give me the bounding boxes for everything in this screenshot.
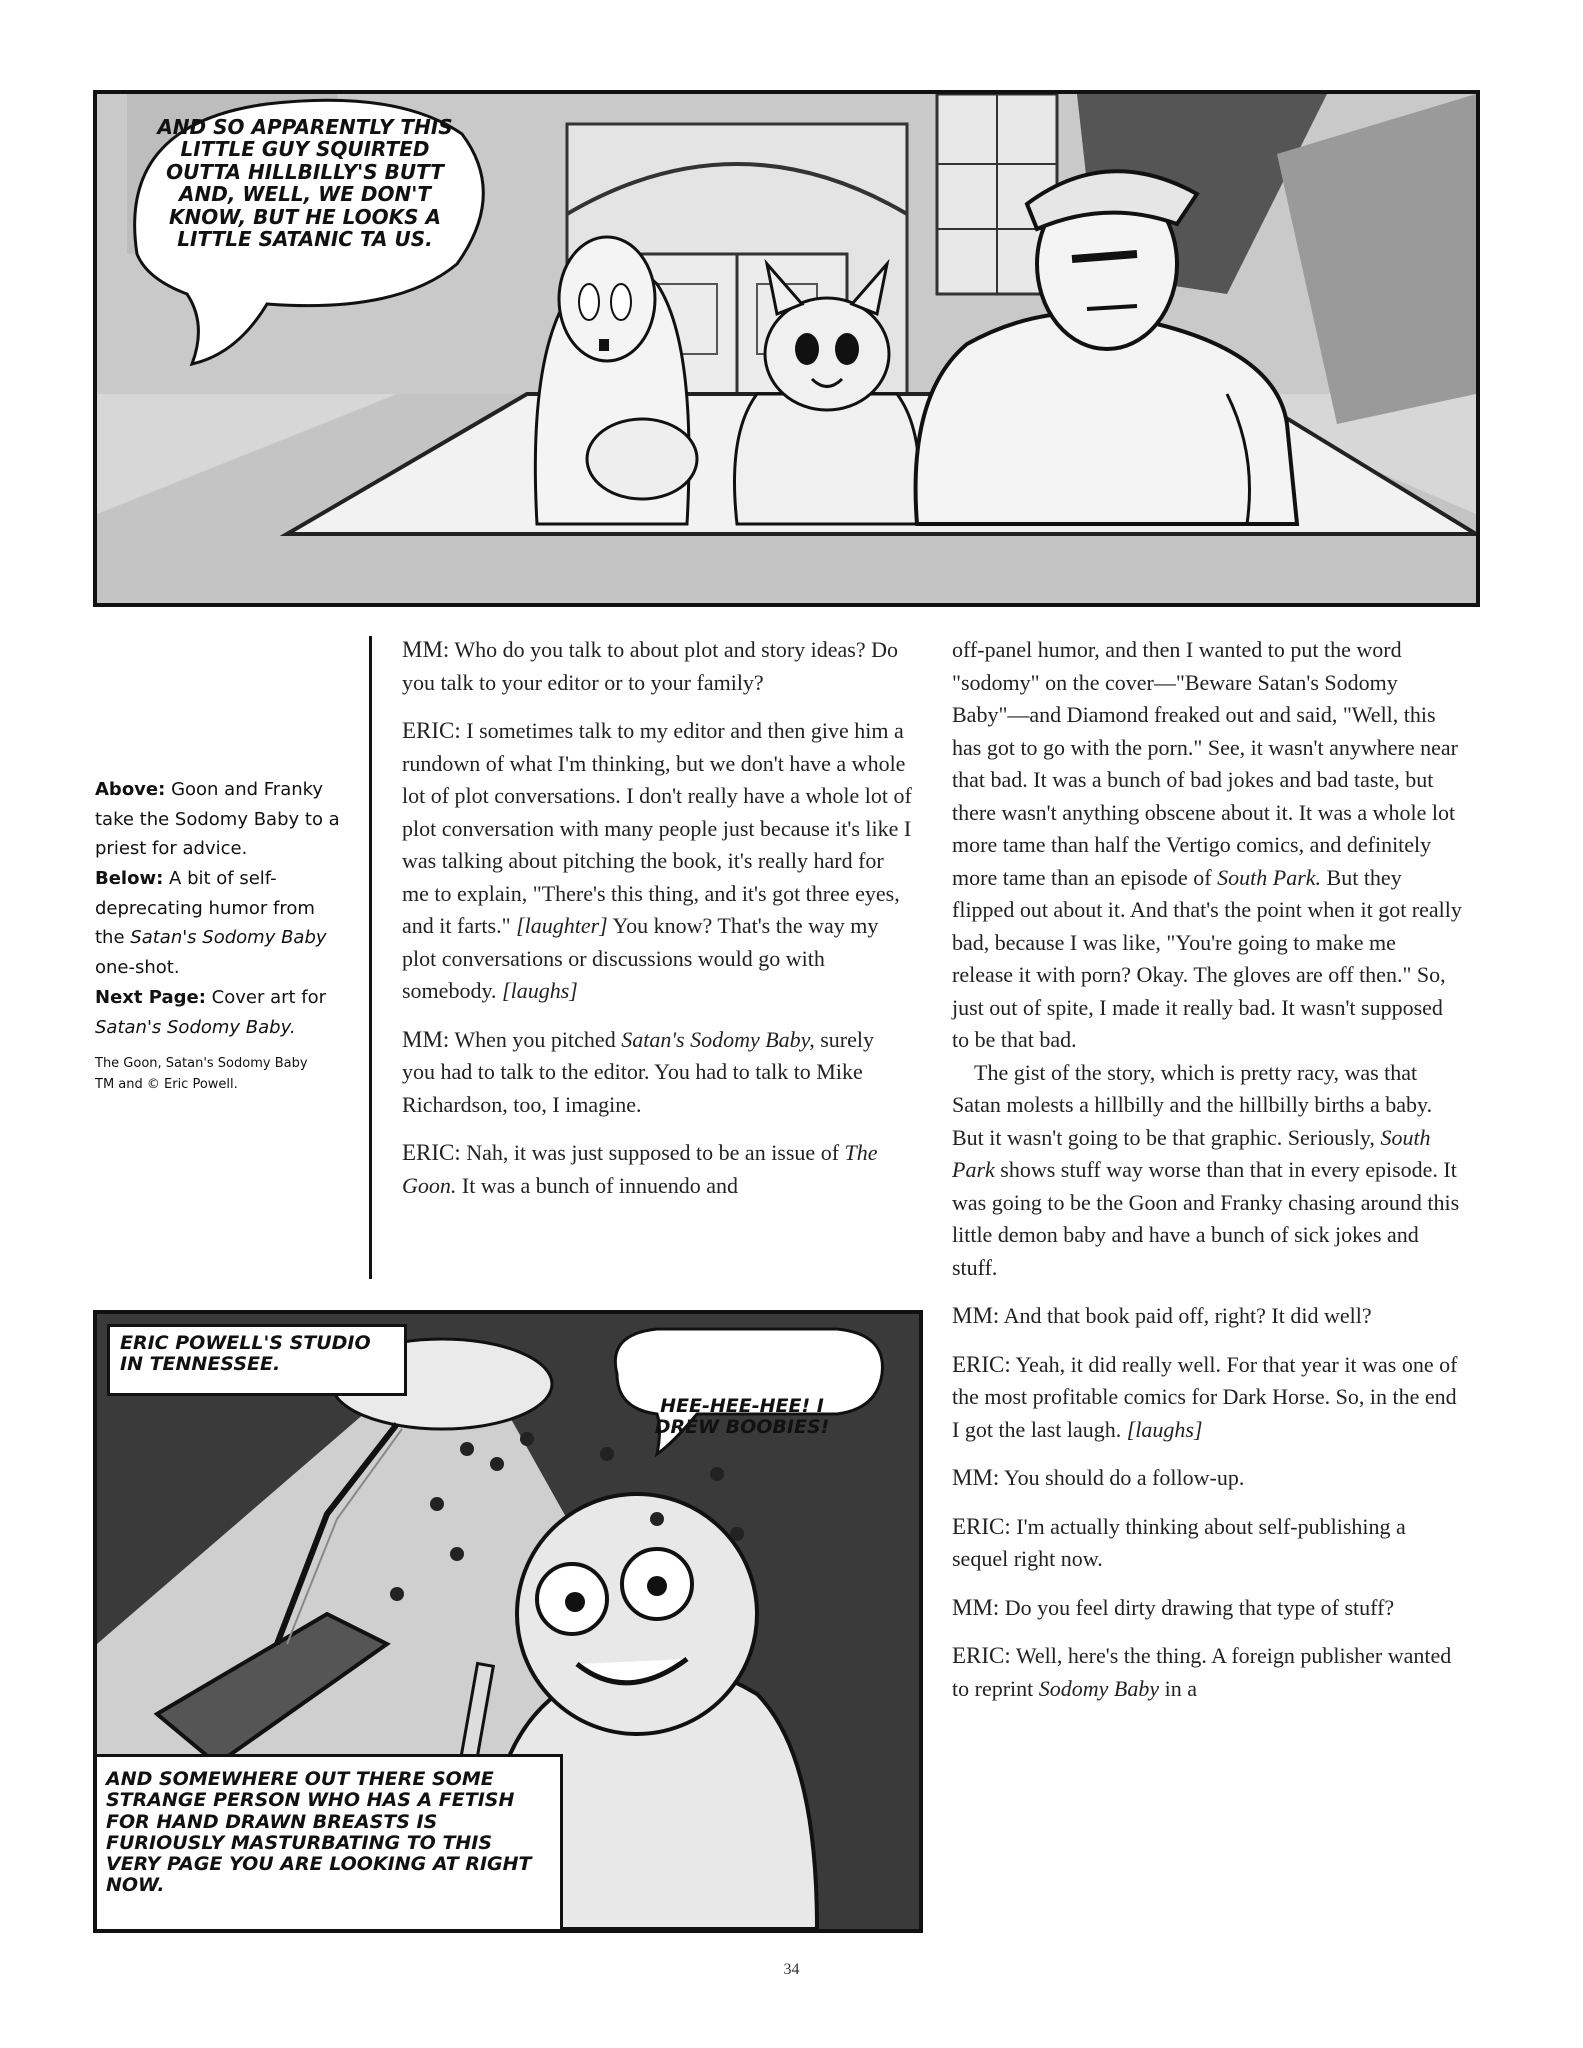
caption-next-page: Next Page: Cover art for Satan's Sodomy Baby.	[95, 986, 327, 1038]
column-divider	[369, 636, 372, 1279]
caption-above: Above: Goon and Franky take the Sodomy Baby to a priest for advice.	[95, 779, 340, 860]
interview-paragraph: ERIC: Nah, it was just supposed to be an issue of The Goon. It was a bunch of innuendo and	[402, 1140, 878, 1198]
page-number: 34	[783, 1961, 800, 1978]
caption-below: Below: A bit of self-deprecating humor from the Satan's Sodomy Baby one-shot.	[95, 868, 327, 979]
interview-paragraph: MM: Do you feel dirty drawing that type of stuff?	[952, 1594, 1395, 1620]
interview-column-1	[402, 634, 912, 1218]
speech-balloon-boobies: HEE-HEE-HEE! I DREW BOOBIES!	[654, 1395, 830, 1439]
photo-captions	[95, 775, 340, 1096]
interview-paragraph: ERIC: Yeah, it did really well. For that year it was one of the most profitable comics for Dark Horse. So, in the end I got the last laugh. [laughs]	[952, 1351, 1458, 1442]
copyright-credit: The Goon, Satan's Sodomy Baby TM and © Eric Powell.	[95, 1056, 308, 1092]
bottom-comic-panel	[93, 1310, 923, 1933]
interview-paragraph: ERIC: I sometimes talk to my editor and then give him a rundown of what I'm thinking, but we don't have a whole lot of plot conversations. I don't really have a whole lot of plot conversation with many people just because it's like I was talking about pitching the book, it's really hard for me to explain, "There's this thing, and it's got three eyes, and it farts." [laughter] You know? That's the way my plot conversations or discussions would go with somebody. [laughs]	[402, 718, 912, 1003]
interview-paragraph: MM: You should do a follow-up.	[952, 1465, 1245, 1490]
speech-balloon-satanic: AND SO APPARENTLY THIS LITTLE GUY SQUIRTED OUTTA HILLBILLY'S BUTT AND, WELL, WE DON'T KNOW, BUT HE LOOKS A LITTLE SATANIC TA US.	[157, 115, 453, 251]
interview-column-2	[952, 634, 1462, 1721]
interview-paragraph: off-panel humor, and then I wanted to put the word "sodomy" on the cover—"Beware Satan's Sodomy Baby"—and Diamond freaked out and said, "Well, this has got to go with the porn." See, it wasn't anywhere near that bad. It was a bunch of bad jokes and bad taste, but there wasn't anything obscene about it. It was a whole lot more tame than half the Vertigo comics, and definitely more tame than an episode of South Park. But they flipped out about it. And that's the point when it got really bad, because I was like, "You're going to make me release it with porn? Okay. The gloves are off then." So, just out of spite, I made it really bad. It wasn't supposed to be that bad.	[952, 637, 1462, 1052]
interview-paragraph: ERIC: Well, here's the thing. A foreign publisher wanted to reprint Sodomy Baby in a	[952, 1643, 1452, 1701]
interview-paragraph: MM: And that book paid off, right? It did well?	[952, 1303, 1372, 1328]
interview-paragraph: ERIC: I'm actually thinking about self-publishing a sequel right now.	[952, 1513, 1406, 1571]
top-comic-panel	[93, 90, 1480, 607]
interview-paragraph: MM: Who do you talk to about plot and story ideas? Do you talk to your editor or to your family?	[402, 637, 898, 695]
caption-studio-tennessee: ERIC POWELL'S STUDIO IN TENNESSEE.	[107, 1324, 407, 1396]
caption-strange-person: AND SOMEWHERE OUT THERE SOME STRANGE PERSON WHO HAS A FETISH FOR HAND DRAWN BREASTS IS FURIOUSLY MASTURBATING TO THIS VERY PAGE YOU ARE LOOKING AT RIGHT NOW.	[93, 1754, 563, 1933]
interview-paragraph: MM: When you pitched Satan's Sodomy Baby, surely you had to talk to the editor. You had to talk to Mike Richardson, too, I imagine.	[402, 1026, 874, 1117]
interview-paragraph: The gist of the story, which is pretty racy, was that Satan molests a hillbilly and the hillbilly births a baby. But it wasn't going to be that graphic. Seriously, South Park shows stuff way worse than that in every episode. It was going to be the Goon and Franky chasing around this little demon baby and have a bunch of sick jokes and stuff.	[952, 1059, 1460, 1280]
